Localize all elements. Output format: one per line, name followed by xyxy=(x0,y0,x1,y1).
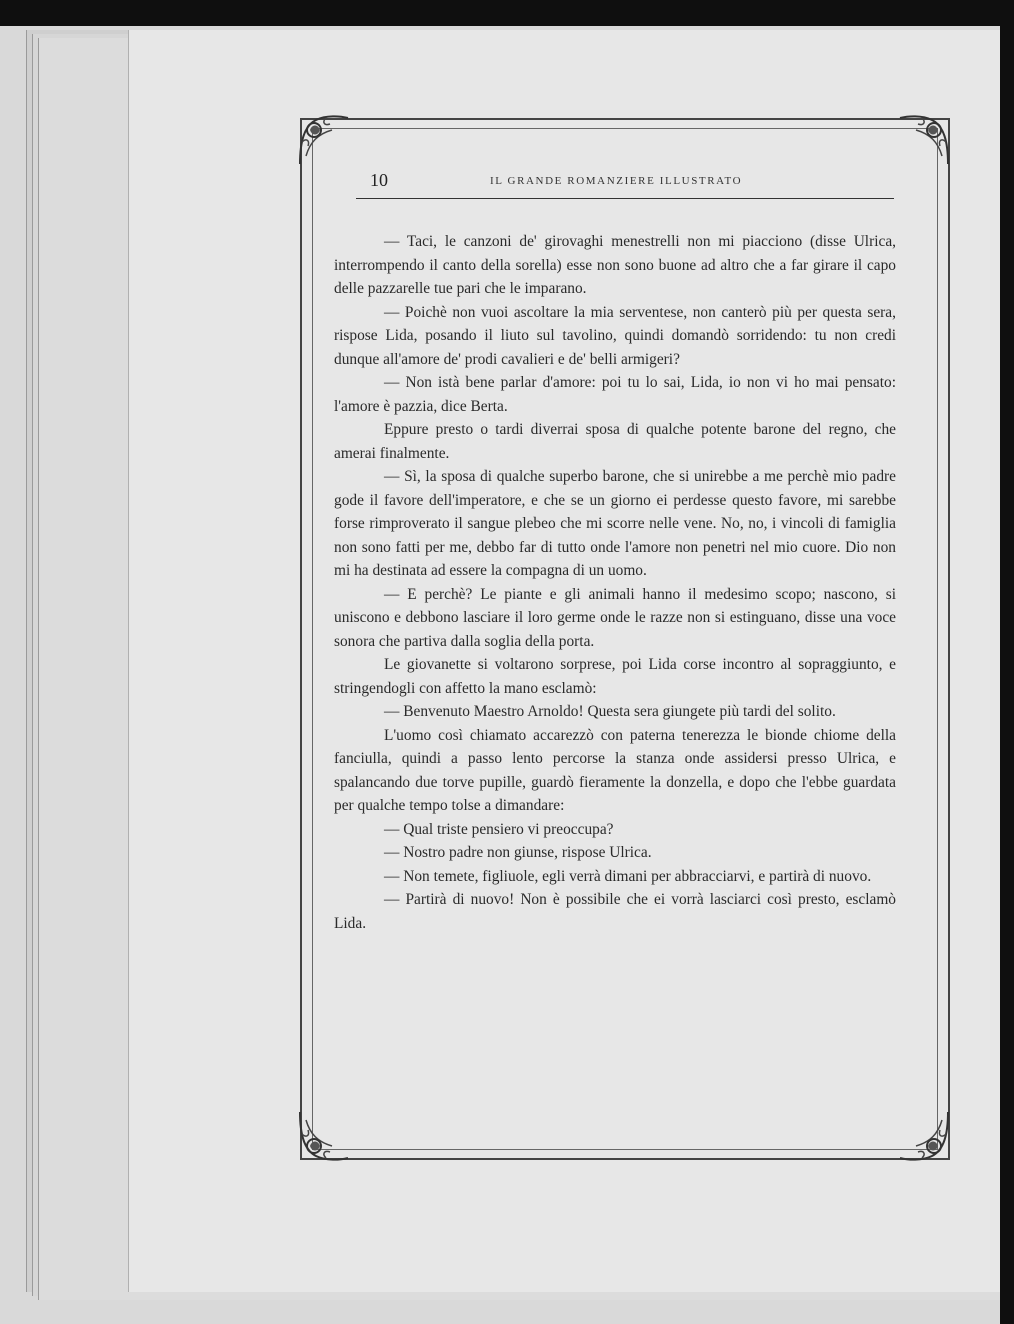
scanner-edge-right xyxy=(1000,0,1014,1324)
running-title: IL GRANDE ROMANZIERE ILLUSTRATO xyxy=(490,175,743,187)
paragraph: — Non istà bene parlar d'amore: poi tu lo sai, Lida, io non vi ho mai pensato: l'amore è pazzia, dice Berta. xyxy=(334,374,896,415)
paragraph: L'uomo così chiamato accarezzò con paterna tenerezza le bionde chiome della fanciulla, quindi a passo lento percorse la stanza onde assidersi presso Ulrica, e spalancando due torve pupille, guardò fieramente la donzella, e dopo che l'ebbe guardata per qualche tempo tolse a dimandare: xyxy=(334,726,896,814)
paragraph: Le giovanette si voltarono sorprese, poi Lida corse incontro al sopraggiunto, e stringendogli con affetto la mano esclamò: xyxy=(334,656,896,697)
page-number: 10 xyxy=(370,170,388,190)
paragraph: — Nostro padre non giunse, rispose Ulrica. xyxy=(384,844,652,861)
page-header xyxy=(356,168,894,199)
paragraph: — Poichè non vuoi ascoltare la mia serventese, non canterò più per questa sera, rispose Lida, posando il liuto sul tavolino, quindi domandò sorridendo: tu non credi dunque all'amore de' prodi cavalieri e de' belli armigeri? xyxy=(334,303,896,368)
body-text xyxy=(334,230,896,935)
corner-ornament-icon xyxy=(896,112,952,168)
corner-ornament-icon xyxy=(896,1108,952,1164)
corner-ornament-icon xyxy=(296,112,352,168)
paragraph: — Partirà di nuovo! Non è possibile che ei vorrà lasciarci così presto, esclamò Lida. xyxy=(334,891,896,932)
paragraph: Eppure presto o tardi diverrai sposa di qualche potente barone del regno, che amerai finalmente. xyxy=(334,421,896,462)
paragraph: — Qual triste pensiero vi preoccupa? xyxy=(384,820,614,838)
paragraph: — Taci, le canzoni de' girovaghi menestrelli non mi piacciono (disse Ulrica, interrompendo il canto della sorella) esse non sono buone ad altro che a far girare il capo delle pazzarelle tue pari che le imparano. xyxy=(334,233,896,297)
paragraph: — Non temete, figliuole, egli verrà dimani per abbracciarvi, e partirà di nuovo. xyxy=(384,867,872,885)
paragraph: — Sì, la sposa di qualche superbo barone, che si unirebbe a me perchè mio padre gode il favore dell'imperatore, e che se un giorno ei perdesse questo favore, mi sarebbe forse rimproverato il sangue plebeo che mi scorre nelle vene. No, no, i vincoli di famiglia non sono fatti per me, debbo far di tutto onde l'amore non penetri nel mio cuore. Dio non mi ha destinata ad essere la compagna di un uomo. xyxy=(334,468,896,579)
paragraph: — Benvenuto Maestro Arnoldo! Questa sera giungete più tardi del solito. xyxy=(384,703,836,720)
scanner-edge-top xyxy=(0,0,1014,26)
paragraph: — E perchè? Le piante e gli animali hanno il medesimo scopo; nascono, si uniscono e debbono lasciare il loro germe onde le razze non si estinguano, disse una voce sonora che partiva dalla soglia della porta. xyxy=(334,585,896,650)
corner-ornament-icon xyxy=(296,1108,352,1164)
